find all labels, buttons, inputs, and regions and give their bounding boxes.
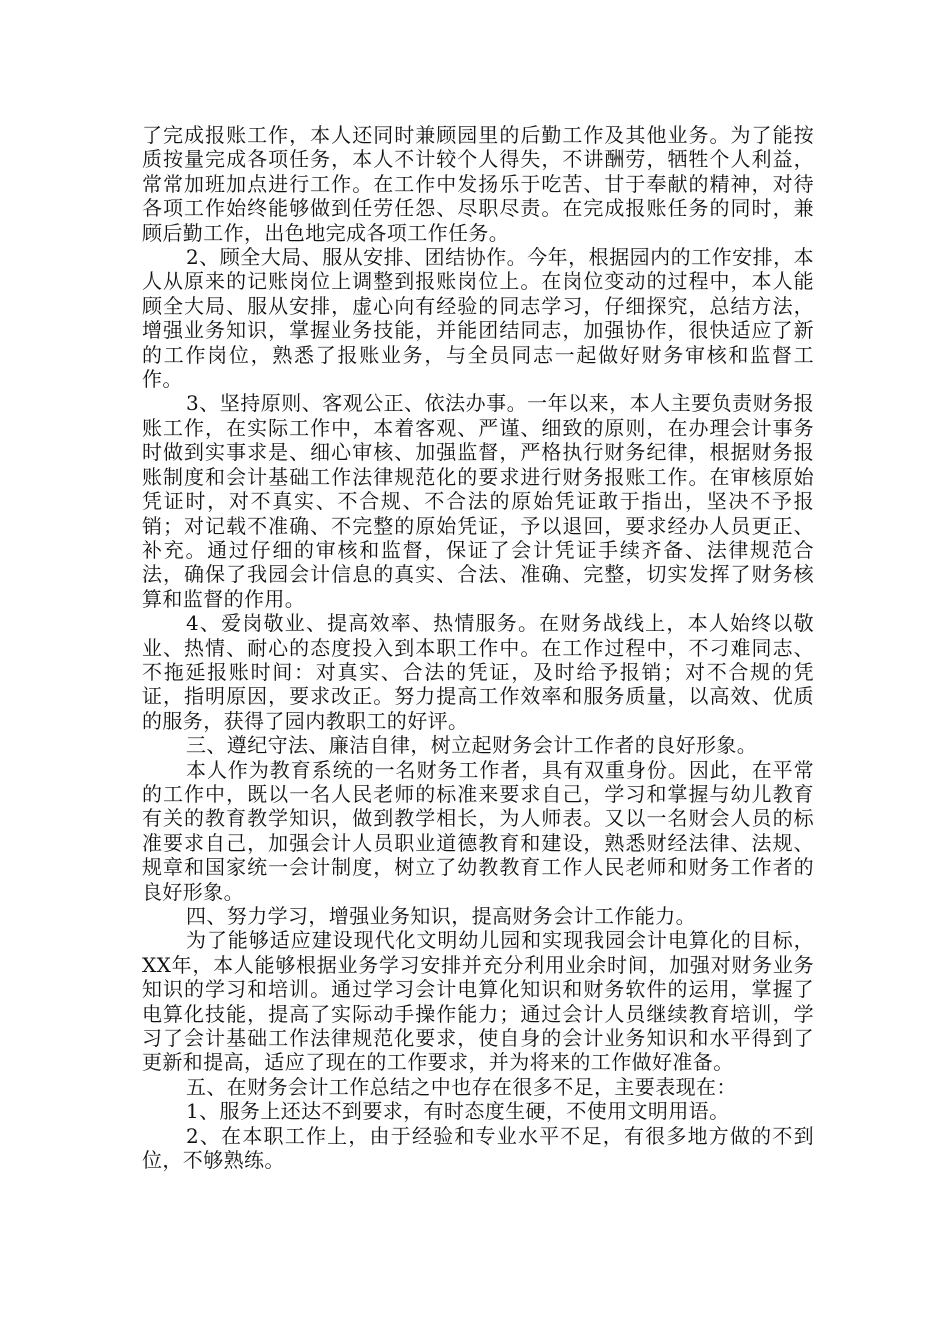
document-body <box>142 123 814 1172</box>
paragraph-shortcoming-1: 1、服务上还达不到要求，有时态度生硬，不使用文明用语。 <box>186 1099 730 1124</box>
paragraph-shortcoming-2: 2、在本职工作上，由于经验和专业水平不足，有很多地方做的不到位，不够熟练。 <box>142 1123 814 1173</box>
section-heading-3: 三、遵纪守法、廉洁自律，树立起财务会计工作者的良好形象。 <box>186 733 758 758</box>
paragraph-continuation: 了完成报账工作，本人还同时兼顾园里的后勤工作及其他业务。为了能按质按量完成各项任务，本人不计较个人得失，不讲酬劳，牺牲个人利益，常常加班加点进行工作。在工作中发扬乐于吃苦、甘于奉献的精神，对待各项工作始终能够做到任劳任怨、尽职尽责。在完成报账任务的同时，兼顾后勤工作，出色地完成各项工作任务。 <box>142 123 814 245</box>
section-heading-5: 五、在财务会计工作总结之中也存在很多不足，主要表现在： <box>186 1074 737 1099</box>
paragraph-section-3-body: 本人作为教育系统的一名财务工作者，具有双重身份。因此，在平常的工作中，既以一名人民老师的标准来要求自己，学习和掌握与幼儿教育有关的教育教学知识，做到教学相长，为人师表。又以一名财会人员的标准要求自己，加强会计人员职业道德教育和建设，熟悉财经法律、法规、规章和国家统一会计制度，树立了幼教教育工作人民老师和财务工作者的良好形象。 <box>142 757 814 904</box>
paragraph-item-3: 3、坚持原则、客观公正、依法办事。一年以来，本人主要负责财务报账工作，在实际工作中，本着客观、严谨、细致的原则，在办理会计事务时做到实事求是、细心审核、加强监督，严格执行财务纪律，根据财务报账制度和会计基础工作法律规范化的要求进行财务报账工作。在审核原始凭证时，对不真实、不合规、不合法的原始凭证敢于指出，坚决不予报销；对记载不准确、不完整的原始凭证，予以退回，要求经办人员更正、补充。通过仔细的审核和监督，保证了会计凭证手续齐备、法律规范合法，确保了我园会计信息的真实、合法、准确、完整，切实发挥了财务核算和监督的作用。 <box>142 391 814 611</box>
section-heading-4: 四、努力学习，增强业务知识，提高财务会计工作能力。 <box>186 904 696 928</box>
paragraph-item-2: 2、顾全大局、服从安排、团结协作。今年，根据园内的工作安排，本人从原来的记账岗位上调整到报账岗位上。在岗位变动的过程中，本人能顾全大局、服从安排，虚心向有经验的同志学习，仔细探究，总结方法，增强业务知识，掌握业务技能，并能团结同志，加强协作，很快适应了新的工作岗位，熟悉了报账业务，与全员同志一起做好财务审核和监督工作。 <box>142 245 814 392</box>
paragraph-section-4-body: 为了能够适应建设现代化文明幼儿园和实现我园会计电算化的目标，XX年，本人能够根据业务学习安排并充分利用业余时间，加强对财务业务知识的学习和培训。通过学习会计电算化知识和财务软件的运用，掌握了电算化技能，提高了实际动手操作能力；通过会计人员继续教育培训，学习了会计基础工作法律规范化要求，使自身的会计业务知识和水平得到了更新和提高，适应了现在的工作要求，并为将来的工作做好准备。 <box>142 928 814 1075</box>
paragraph-item-4: 4、爱岗敬业、提高效率、热情服务。在财务战线上，本人始终以敬业、热情、耐心的态度投入到本职工作中。在工作过程中，不刁难同志、不拖延报账时间：对真实、合法的凭证，及时给予报销；对不合规的凭证，指明原因，要求改正。努力提高工作效率和服务质量，以高效、优质的服务，获得了园内教职工的好评。 <box>142 611 814 733</box>
